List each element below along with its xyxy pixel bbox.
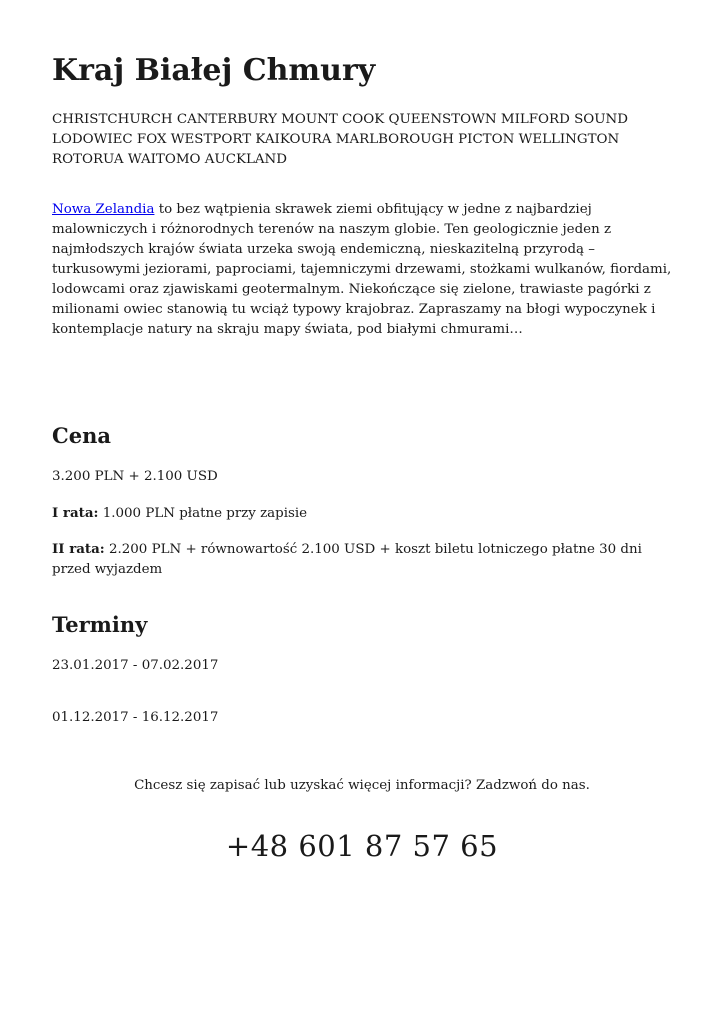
installment-2-label: II rata: — [52, 541, 105, 557]
phone-number: +48 601 87 57 65 — [225, 829, 499, 863]
dates-heading: Terminy — [52, 612, 148, 637]
date-item: 01.12.2017 - 16.12.2017 — [52, 710, 219, 725]
intro-text: to bez wątpienia skrawek ziemi obfitujący w jedne z najbardziej malowniczych i różnorodnych terenów na naszym globie. Ten geologicznie jeden z najmłodszych krajów świata urzeka swoją endemiczną, nieskazitelną przyrodą – turkusowymi jeziorami, paprociami, tajemniczymi drzewami, stożkami wulkanów, fiordami, lodowcami oraz zjawiskami geotermalnym. Niekończące się zielone, trawiaste pagórki z milionami owiec stanowią tu wciąż typowy krajobraz. Zapraszamy na błogi wypoczynek i kontemplacje natury na skraju mapy świata, pod białymi chmurami… — [52, 202, 672, 337]
page-title: Kraj Białej Chmury — [52, 53, 376, 88]
contact-prompt: Chcesz się zapisać lub uzyskać więcej informacji? Zadzwoń do nas. — [134, 778, 590, 793]
places-list: CHRISTCHURCH CANTERBURY MOUNT COOK QUEENSTOWN MILFORD SOUND LODOWIEC FOX WESTPORT KAIKOURA MARLBOROUGH PICTON WELLINGTON ROTORUA WAITOMO AUCKLAND — [52, 112, 628, 167]
installment-1 — [52, 503, 672, 524]
price-heading: Cena — [52, 423, 111, 448]
installment-2 — [52, 539, 672, 580]
installment-2-text: 2.200 PLN + równowartość 2.100 USD + koszt biletu lotniczego płatne 30 dni przed wyjazdem — [52, 542, 642, 577]
date-item: 23.01.2017 - 07.02.2017 — [52, 658, 219, 673]
intro-paragraph — [52, 200, 672, 340]
installment-1-label: I rata: — [52, 505, 99, 521]
installment-1-text: 1.000 PLN płatne przy zapisie — [98, 506, 308, 521]
price-total: 3.200 PLN + 2.100 USD — [52, 469, 218, 484]
new-zealand-link[interactable]: Nowa Zelandia — [52, 202, 155, 217]
